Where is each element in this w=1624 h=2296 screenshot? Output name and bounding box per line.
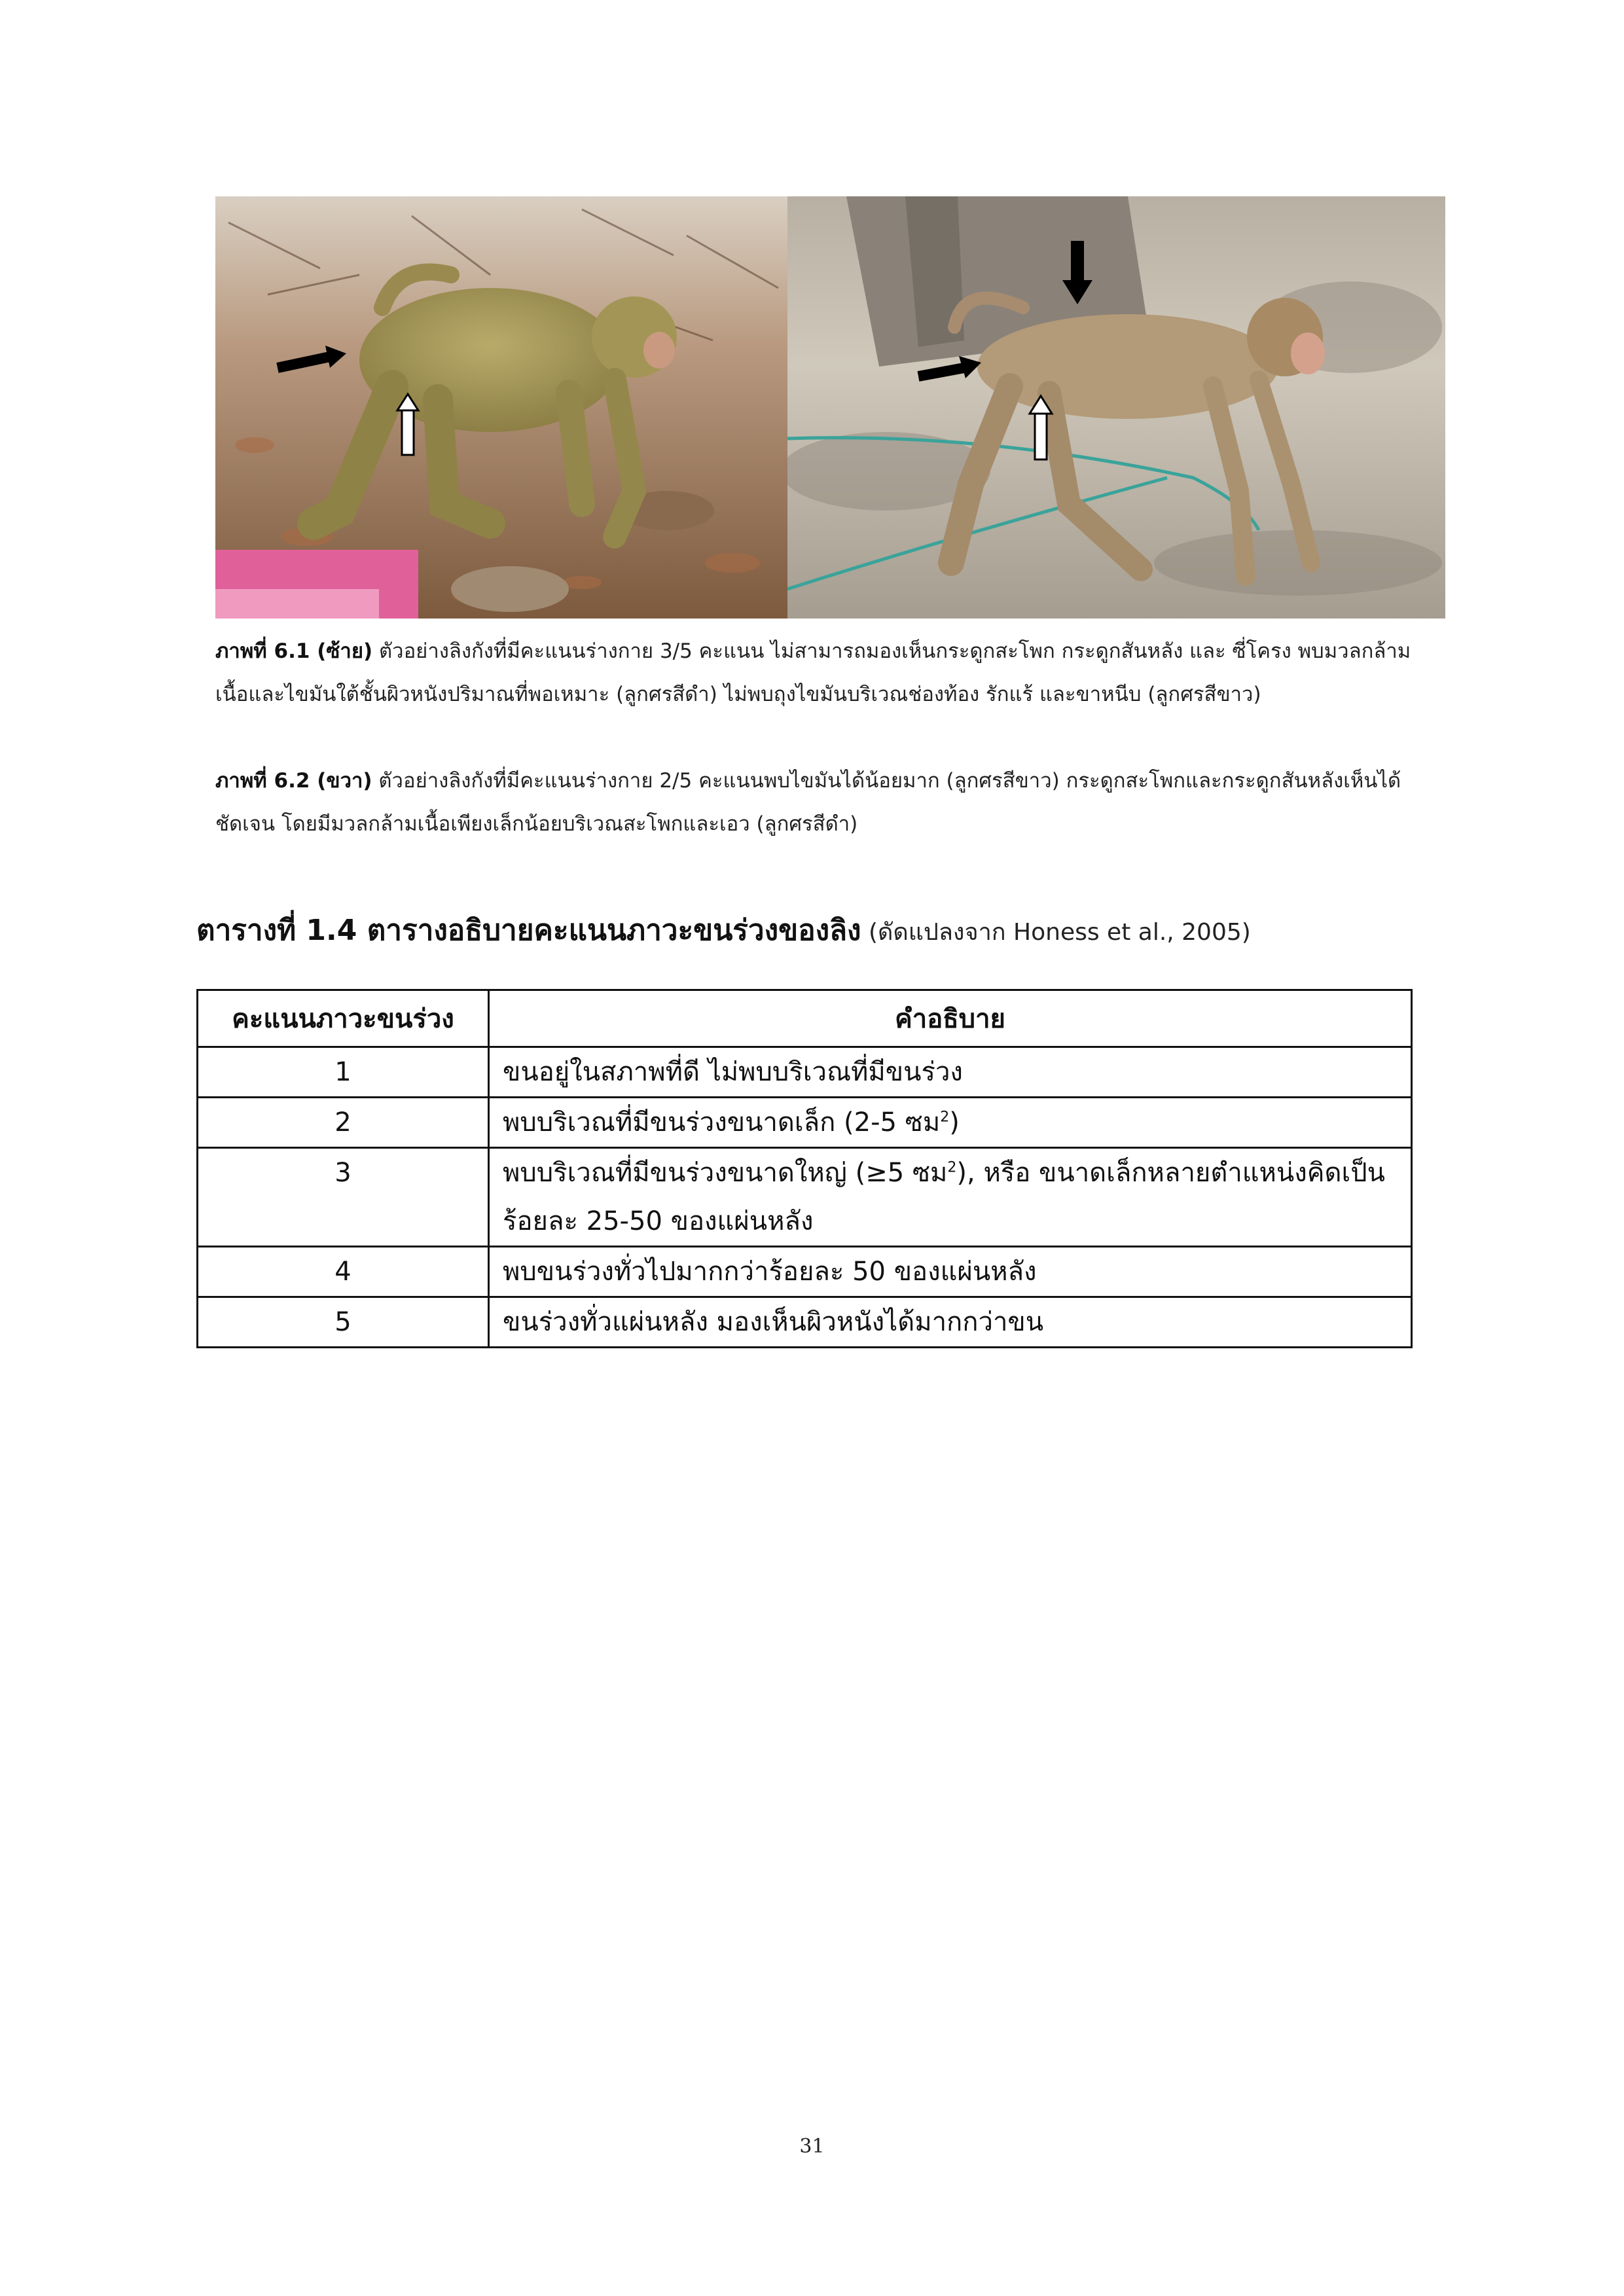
page-number: 31 — [799, 2135, 825, 2158]
table-row — [198, 1297, 1412, 1348]
table-cell-description — [489, 1247, 1412, 1297]
table-cell-description-text: ขนร่วงทั่วแผ่นหลัง มองเห็นผิวหนังได้มากกว่าขน — [503, 1307, 1044, 1337]
table-cell-description — [489, 1297, 1412, 1348]
table-cell-description — [489, 1098, 1412, 1148]
figure-caption-2-text: ตัวอย่างลิงกังที่มีคะแนนร่างกาย 2/5 คะแนนพบไขมันได้น้อยมาก (ลูกศรสีขาว) กระดูกสะโพกและกระดูกสันหลังเห็นได้ชัดเจน โดยมีมวลกล้ามเนื้อเพียงเล็กน้อยบริเวณสะโพกและเอว (ลูกศรสีดำ) — [215, 769, 1401, 836]
figure-caption-2 — [215, 759, 1413, 846]
monkey-photo-left-svg — [215, 196, 787, 619]
table-cell-description-text: พบบริเวณที่มีขนร่วงขนาดใหญ่ (≥5 ซม — [503, 1158, 948, 1188]
figure-caption-1-label: ภาพที่ 6.1 (ซ้าย) — [215, 639, 373, 663]
table-row — [198, 1098, 1412, 1148]
table-title — [196, 911, 1440, 952]
table-header-row — [198, 990, 1412, 1047]
hair-loss-score-table — [196, 989, 1413, 1348]
table-cell-description-text-after: ), หรือ ขนาดเล็กหลายตำแหน่งคิดเป็นร้อยละ 25-50 ของแผ่นหลัง — [503, 1158, 1385, 1236]
table-header-description: คำอธิบาย — [489, 990, 1412, 1047]
monkey-photo-right-svg — [787, 196, 1445, 619]
figure-photos — [215, 196, 1445, 619]
table-cell-score: 2 — [198, 1098, 489, 1148]
monkey-photo-right — [787, 196, 1445, 619]
table-cell-score: 3 — [198, 1148, 489, 1247]
table-row — [198, 1247, 1412, 1297]
figure-caption-1-text: ตัวอย่างลิงกังที่มีคะแนนร่างกาย 3/5 คะแนน ไม่สามารถมองเห็นกระดูกสะโพก กระดูกสันหลัง และ ซี่โครง พบมวลกล้ามเนื้อและไขมันใต้ชั้นผิวหนังปริมาณที่พอเหมาะ (ลูกศรสีดำ) ไม่พบถุงไขมันบริเวณช่องท้อง รักแร้ และขาหนีบ (ลูกศรสีขาว) — [215, 639, 1411, 706]
table-title-source: (ดัดแปลงจาก Honess et al., 2005) — [861, 919, 1251, 946]
table-title-main: ตารางที่ 1.4 ตารางอธิบายคะแนนภาวะขนร่วงของลิง — [196, 914, 861, 947]
figure-caption-1 — [215, 630, 1413, 716]
superscript: 2 — [940, 1109, 950, 1126]
table-cell-description-text: พบขนร่วงทั่วไปมากกว่าร้อยละ 50 ของแผ่นหลัง — [503, 1257, 1037, 1287]
table-row — [198, 1148, 1412, 1247]
table-cell-score: 5 — [198, 1297, 489, 1348]
monkey-photo-left — [215, 196, 787, 619]
table-cell-score: 1 — [198, 1047, 489, 1098]
table-header-score: คะแนนภาวะขนร่วง — [198, 990, 489, 1047]
table-cell-description-text-after: ) — [949, 1107, 960, 1138]
table-row — [198, 1047, 1412, 1098]
table-cell-description — [489, 1047, 1412, 1098]
table-cell-description-text: ขนอยู่ในสภาพที่ดี ไม่พบบริเวณที่มีขนร่วง — [503, 1057, 963, 1087]
table-cell-description — [489, 1148, 1412, 1247]
superscript: 2 — [947, 1159, 957, 1176]
table-cell-description-text: พบบริเวณที่มีขนร่วงขนาดเล็ก (2-5 ซม — [503, 1107, 941, 1138]
figure-caption-2-label: ภาพที่ 6.2 (ขวา) — [215, 769, 372, 793]
table-cell-score: 4 — [198, 1247, 489, 1297]
